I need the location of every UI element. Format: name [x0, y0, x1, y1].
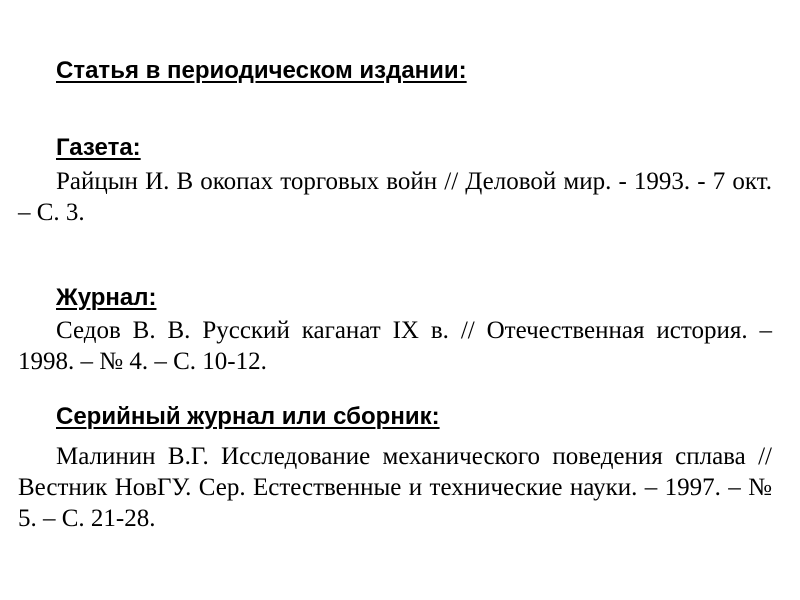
- citation-journal: Седов В. В. Русский каганат IX в. // Отечественная история. – 1998. – № 4. – С. 10-12.: [18, 317, 772, 375]
- section-heading-serial: Серийный журнал или сборник:: [56, 403, 440, 430]
- section-heading-journal: Журнал:: [56, 284, 157, 311]
- page-title: Статья в периодическом издании:: [56, 57, 467, 84]
- citation-newspaper: Райцын И. В окопах торговых войн // Деловой мир. - 1993. - 7 окт. – С. 3.: [18, 168, 772, 226]
- section-heading-newspaper: Газета:: [56, 134, 141, 161]
- citation-serial: Малинин В.Г. Исследование механического поведения сплава // Вестник НовГУ. Сер. Естественные и технические науки. – 1997. – № 5. – С. 21-28.: [18, 443, 772, 532]
